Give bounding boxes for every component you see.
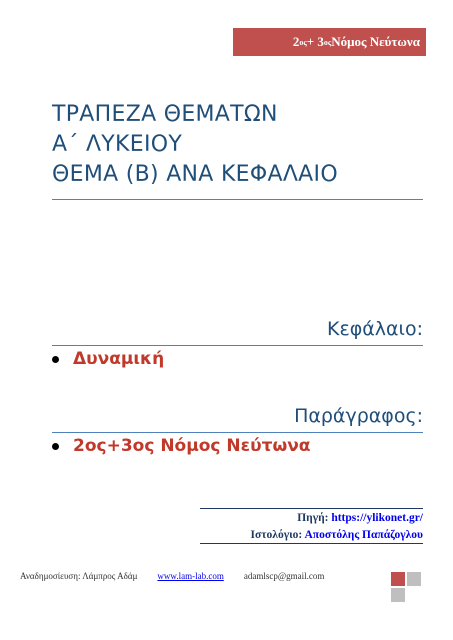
chapter-item — [52, 349, 164, 369]
blog-name: Αποστόλης Παπάζογλου — [304, 529, 423, 541]
chapter-value: Δυναμική — [73, 349, 165, 369]
title-line-3: ΘΕΜΑ (Β) ΑΝΑ ΚΕΦΑΛΑΙΟ — [52, 162, 338, 187]
source-top-rule — [200, 508, 423, 509]
logo-square-gray-2 — [391, 588, 405, 602]
source-line — [251, 510, 423, 527]
title-line-1: ΤΡΑΠΕΖΑ ΘΕΜΑΤΩΝ — [52, 102, 278, 127]
footer-email: adamlscp@gmail.com — [243, 571, 325, 581]
paragraph-label: Παράγραφος: — [294, 405, 423, 427]
chapter-label: Κεφάλαιο: — [326, 318, 423, 340]
paragraph-item — [52, 436, 310, 456]
header-banner — [233, 28, 426, 56]
chapter-divider — [52, 345, 423, 346]
source-label: Πηγή: — [297, 512, 329, 524]
banner-rest: Νόμος Νεύτωνα — [331, 34, 420, 49]
footer-republish: Αναδημοσίευση: Λάμπρος Αδάμ — [20, 571, 138, 581]
bullet-icon — [52, 356, 59, 363]
source-bottom-rule — [200, 543, 423, 544]
logo-square-red — [391, 572, 405, 586]
logo-icon — [391, 572, 421, 602]
banner-plus: + 3 — [306, 34, 324, 49]
blog-label: Ιστολόγιο: — [250, 529, 303, 541]
title-divider — [52, 199, 423, 200]
source-block — [251, 510, 423, 544]
banner-sup2: ος — [323, 37, 332, 47]
banner-sup1: ος — [299, 37, 307, 47]
footer-site-link[interactable]: www.lam-lab.com — [157, 571, 224, 581]
paragraph-divider — [52, 432, 423, 433]
blog-line — [251, 527, 423, 544]
paragraph-value: 2ος+3ος Νόμος Νεύτωνα — [73, 436, 311, 456]
title-line-2: Α΄ ΛΥΚΕΙΟΥ — [52, 132, 183, 157]
footer — [20, 571, 344, 581]
document-title — [52, 100, 423, 190]
banner-part1: 2 — [292, 34, 300, 49]
bullet-icon — [52, 443, 59, 450]
logo-square-gray-1 — [407, 572, 421, 586]
source-link[interactable]: https://ylikonet.gr/ — [331, 512, 423, 524]
